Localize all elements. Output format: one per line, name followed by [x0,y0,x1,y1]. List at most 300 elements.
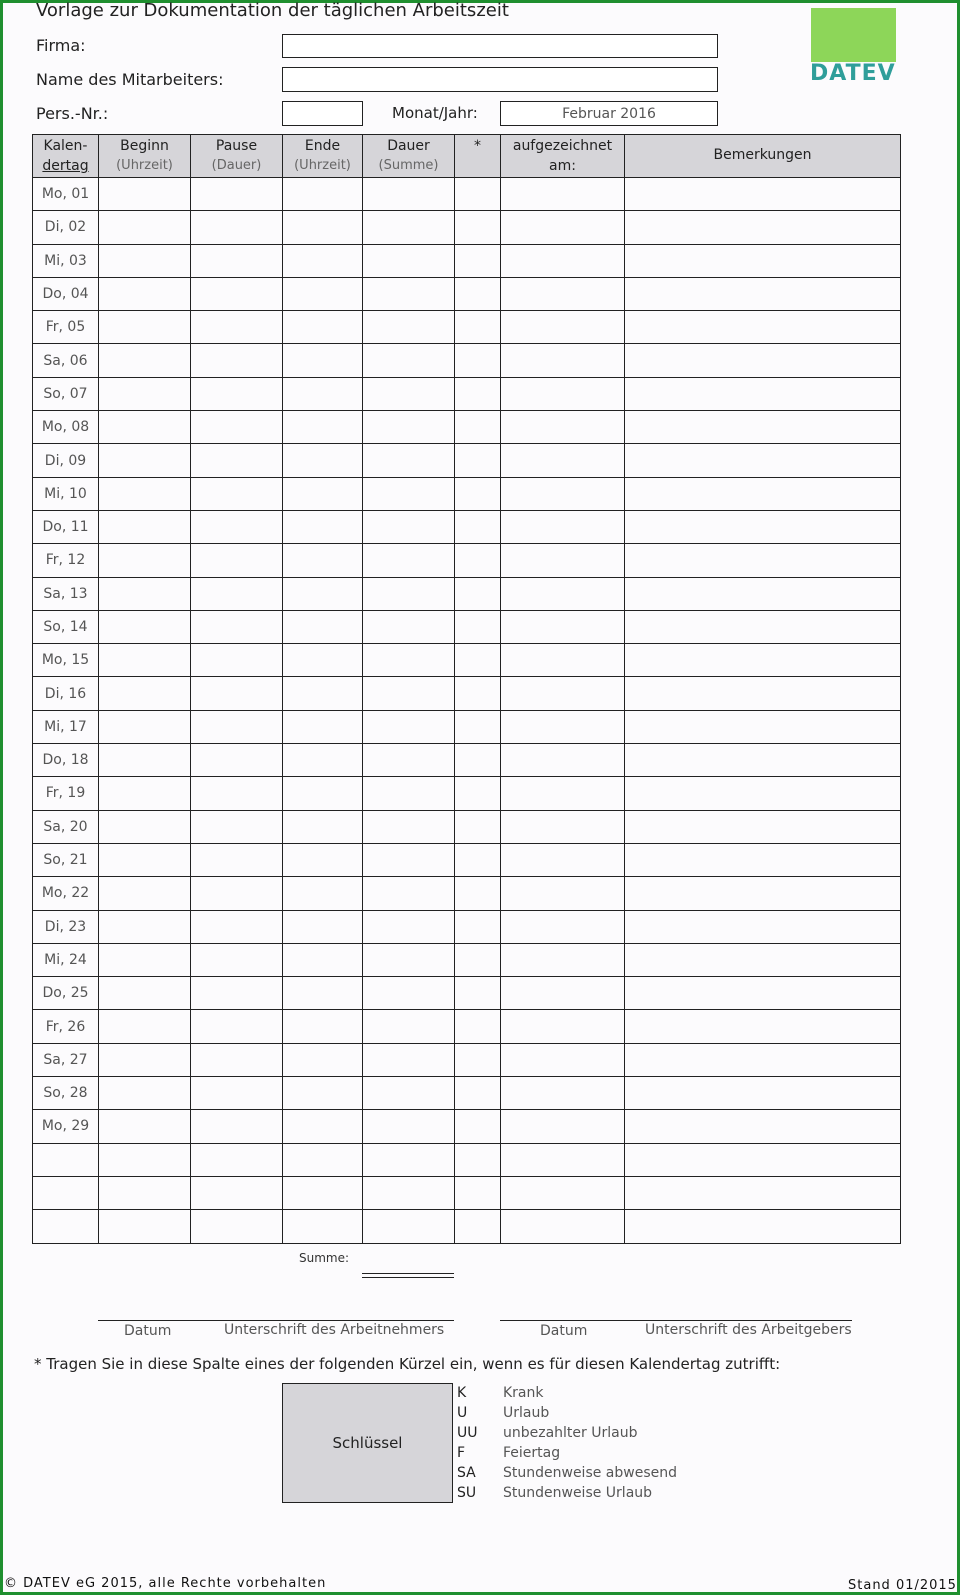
entry-cell[interactable] [363,677,455,710]
entry-cell[interactable] [625,1010,901,1043]
entry-cell[interactable] [99,1110,191,1143]
entry-cell[interactable] [99,1210,191,1243]
entry-cell[interactable] [191,1010,283,1043]
entry-cell[interactable] [283,644,363,677]
entry-cell[interactable] [455,843,501,876]
entry-cell[interactable] [191,644,283,677]
entry-cell[interactable] [99,810,191,843]
entry-cell[interactable] [283,877,363,910]
entry-cell[interactable] [283,311,363,344]
entry-cell[interactable] [283,377,363,410]
entry-cell[interactable] [99,178,191,211]
entry-cell[interactable] [501,178,625,211]
table-header-row [33,135,901,178]
entry-cell[interactable] [501,544,625,577]
key-item [457,1485,757,1505]
day-cell: Sa, 27 [33,1043,99,1076]
entry-cell[interactable] [99,277,191,310]
entry-cell[interactable] [283,610,363,643]
employee-signature-line[interactable] [98,1320,454,1321]
entry-cell[interactable] [99,777,191,810]
entry-cell[interactable] [191,677,283,710]
entry-cell[interactable] [363,377,455,410]
entry-cell[interactable] [625,1077,901,1110]
col-header-pause: Pause (Dauer) [191,135,283,178]
entry-cell[interactable] [501,577,625,610]
entry-cell[interactable] [501,677,625,710]
table-row [33,843,901,876]
entry-cell[interactable] [363,444,455,477]
key-code: SA [457,1465,476,1481]
table-row [33,777,901,810]
entry-cell[interactable] [501,610,625,643]
entry-cell[interactable] [191,777,283,810]
entry-cell[interactable] [501,744,625,777]
entry-cell[interactable] [99,411,191,444]
entry-cell[interactable] [501,644,625,677]
entry-cell[interactable] [455,810,501,843]
day-cell: Fr, 12 [33,544,99,577]
entry-cell[interactable] [283,943,363,976]
entry-cell[interactable] [455,411,501,444]
entry-cell[interactable] [625,710,901,743]
entry-cell[interactable] [99,744,191,777]
entry-cell[interactable] [283,677,363,710]
entry-cell[interactable] [191,977,283,1010]
entry-cell[interactable] [99,477,191,510]
entry-cell[interactable] [283,344,363,377]
table-row [33,277,901,310]
table-row [33,544,901,577]
entry-cell[interactable] [191,544,283,577]
entry-cell[interactable] [191,1110,283,1143]
entry-cell[interactable] [501,977,625,1010]
entry-cell[interactable] [501,510,625,543]
entry-cell[interactable] [283,810,363,843]
entry-cell[interactable] [501,943,625,976]
entry-cell[interactable] [99,377,191,410]
entry-cell[interactable] [455,777,501,810]
entry-cell[interactable] [283,744,363,777]
entry-cell[interactable] [363,977,455,1010]
name-field[interactable] [282,67,718,92]
entry-cell[interactable] [455,377,501,410]
entry-cell[interactable] [501,1077,625,1110]
entry-cell[interactable] [455,910,501,943]
monat-label: Monat/Jahr: [392,104,478,122]
entry-cell[interactable] [283,544,363,577]
day-cell [33,1210,99,1243]
entry-cell[interactable] [455,1110,501,1143]
entry-cell[interactable] [455,244,501,277]
entry-cell[interactable] [625,744,901,777]
table-row [33,1143,901,1176]
entry-cell[interactable] [191,744,283,777]
entry-cell[interactable] [99,1143,191,1176]
entry-cell[interactable] [99,311,191,344]
entry-cell[interactable] [501,910,625,943]
key-item [457,1405,757,1425]
entry-cell[interactable] [625,377,901,410]
entry-cell[interactable] [363,244,455,277]
entry-cell[interactable] [99,677,191,710]
entry-cell[interactable] [363,411,455,444]
entry-cell[interactable] [363,777,455,810]
entry-cell[interactable] [501,777,625,810]
entry-cell[interactable] [283,710,363,743]
entry-cell[interactable] [625,178,901,211]
day-cell: Mo, 01 [33,178,99,211]
entry-cell[interactable] [191,710,283,743]
entry-cell[interactable] [625,1176,901,1209]
day-cell: Mi, 03 [33,244,99,277]
entry-cell[interactable] [501,1010,625,1043]
entry-cell[interactable] [625,211,901,244]
entry-cell[interactable] [501,1110,625,1143]
entry-cell[interactable] [363,510,455,543]
entry-cell[interactable] [191,877,283,910]
entry-cell[interactable] [501,1176,625,1209]
entry-cell[interactable] [99,877,191,910]
entry-cell[interactable] [283,277,363,310]
entry-cell[interactable] [283,178,363,211]
entry-cell[interactable] [455,877,501,910]
entry-cell[interactable] [283,211,363,244]
col-header-aufgezeichnet: aufgezeichnet am: [501,135,625,178]
entry-cell[interactable] [625,843,901,876]
entry-cell[interactable] [625,1043,901,1076]
col-header-ende: Ende (Uhrzeit) [283,135,363,178]
footer-copyright: © DATEV eG 2015, alle Rechte vorbehalten [4,1576,327,1591]
entry-cell[interactable] [455,644,501,677]
day-cell: Do, 18 [33,744,99,777]
entry-cell[interactable] [99,1010,191,1043]
entry-cell[interactable] [191,610,283,643]
entry-cell[interactable] [455,943,501,976]
entry-cell[interactable] [501,477,625,510]
entry-cell[interactable] [363,1010,455,1043]
entry-cell[interactable] [625,1110,901,1143]
entry-cell[interactable] [501,1210,625,1243]
entry-cell[interactable] [191,477,283,510]
entry-cell[interactable] [283,1143,363,1176]
entry-cell[interactable] [191,211,283,244]
entry-cell[interactable] [363,1077,455,1110]
employer-signature-label: Unterschrift des Arbeitgebers [645,1322,852,1338]
entry-cell[interactable] [363,744,455,777]
entry-cell[interactable] [455,1176,501,1209]
entry-cell[interactable] [363,1110,455,1143]
employee-date-label: Datum [124,1323,172,1339]
entry-cell[interactable] [191,178,283,211]
entry-cell[interactable] [501,810,625,843]
key-description: Urlaub [503,1405,550,1421]
entry-cell[interactable] [99,1043,191,1076]
entry-cell[interactable] [625,810,901,843]
key-title: Schlüssel [332,1434,403,1452]
entry-cell[interactable] [191,377,283,410]
entry-cell[interactable] [283,1077,363,1110]
table-row [33,510,901,543]
entry-cell[interactable] [455,311,501,344]
table-row [33,910,901,943]
entry-cell[interactable] [501,1143,625,1176]
entry-cell[interactable] [625,510,901,543]
entry-cell[interactable] [455,211,501,244]
day-cell: So, 28 [33,1077,99,1110]
entry-cell[interactable] [625,910,901,943]
entry-cell[interactable] [455,1210,501,1243]
entry-cell[interactable] [455,178,501,211]
day-cell: Mo, 29 [33,1110,99,1143]
entry-cell[interactable] [501,710,625,743]
entry-cell[interactable] [455,444,501,477]
entry-cell[interactable] [455,1043,501,1076]
key-item [457,1445,757,1465]
day-cell: Fr, 26 [33,1010,99,1043]
entry-cell[interactable] [191,810,283,843]
entry-cell[interactable] [501,377,625,410]
entry-cell[interactable] [363,710,455,743]
entry-cell[interactable] [283,1176,363,1209]
entry-cell[interactable] [363,544,455,577]
entry-cell[interactable] [501,877,625,910]
entry-cell[interactable] [191,943,283,976]
entry-cell[interactable] [99,977,191,1010]
entry-cell[interactable] [455,544,501,577]
day-cell: So, 07 [33,377,99,410]
entry-cell[interactable] [363,178,455,211]
entry-cell[interactable] [363,1210,455,1243]
entry-cell[interactable] [455,610,501,643]
table-row [33,744,901,777]
entry-cell[interactable] [501,1043,625,1076]
table-row [33,377,901,410]
entry-cell[interactable] [455,277,501,310]
entry-cell[interactable] [625,244,901,277]
entry-cell[interactable] [363,943,455,976]
entry-cell[interactable] [363,477,455,510]
entry-cell[interactable] [363,211,455,244]
entry-cell[interactable] [625,277,901,310]
summe-double-underline [362,1277,454,1278]
entry-cell[interactable] [625,311,901,344]
entry-cell[interactable] [625,577,901,610]
entry-cell[interactable] [625,644,901,677]
table-row [33,244,901,277]
entry-cell[interactable] [283,777,363,810]
entry-cell[interactable] [625,877,901,910]
entry-cell[interactable] [625,477,901,510]
entry-cell[interactable] [191,1077,283,1110]
entry-cell[interactable] [625,677,901,710]
table-row [33,1176,901,1209]
persnr-field[interactable] [282,101,363,126]
entry-cell[interactable] [455,677,501,710]
entry-cell[interactable] [191,344,283,377]
table-row [33,577,901,610]
table-row [33,677,901,710]
day-cell: Mi, 10 [33,477,99,510]
entry-cell[interactable] [455,344,501,377]
table-row [33,644,901,677]
entry-cell[interactable] [363,344,455,377]
entry-cell[interactable] [455,477,501,510]
timesheet-table [32,134,901,1244]
entry-cell[interactable] [99,1077,191,1110]
table-row [33,1077,901,1110]
entry-cell[interactable] [625,444,901,477]
key-code: U [457,1405,468,1421]
entry-cell[interactable] [455,744,501,777]
entry-cell[interactable] [283,244,363,277]
entry-cell[interactable] [99,577,191,610]
datev-logo-mark [811,8,896,62]
entry-cell[interactable] [283,1110,363,1143]
entry-cell[interactable] [99,244,191,277]
entry-cell[interactable] [191,510,283,543]
summe-label: Summe: [299,1251,350,1265]
entry-cell[interactable] [283,843,363,876]
table-row [33,411,901,444]
entry-cell[interactable] [191,444,283,477]
entry-cell[interactable] [99,710,191,743]
name-label: Name des Mitarbeiters: [36,70,224,89]
entry-cell[interactable] [455,710,501,743]
entry-cell[interactable] [191,1210,283,1243]
entry-cell[interactable] [283,1210,363,1243]
entry-cell[interactable] [501,311,625,344]
entry-cell[interactable] [283,477,363,510]
entry-cell[interactable] [283,510,363,543]
entry-cell[interactable] [455,1010,501,1043]
entry-cell[interactable] [99,211,191,244]
entry-cell[interactable] [625,943,901,976]
day-cell: Sa, 06 [33,344,99,377]
entry-cell[interactable] [283,1010,363,1043]
key-code: UU [457,1425,478,1441]
entry-cell[interactable] [501,211,625,244]
entry-cell[interactable] [191,577,283,610]
datev-logo-text: DATEV [810,61,896,86]
key-description: unbezahlter Urlaub [503,1425,638,1441]
table-row [33,710,901,743]
table-row [33,444,901,477]
entry-cell[interactable] [501,344,625,377]
table-row [33,311,901,344]
entry-cell[interactable] [363,1176,455,1209]
entry-cell[interactable] [191,244,283,277]
entry-cell[interactable] [363,577,455,610]
day-cell [33,1143,99,1176]
entry-cell[interactable] [99,344,191,377]
entry-cell[interactable] [191,311,283,344]
table-row [33,943,901,976]
entry-cell[interactable] [283,577,363,610]
entry-cell[interactable] [625,610,901,643]
entry-cell[interactable] [191,1143,283,1176]
entry-cell[interactable] [191,910,283,943]
entry-cell[interactable] [283,411,363,444]
key-description: Stundenweise Urlaub [503,1485,653,1501]
entry-cell[interactable] [501,277,625,310]
entry-cell[interactable] [501,444,625,477]
entry-cell[interactable] [191,277,283,310]
entry-cell[interactable] [283,1043,363,1076]
entry-cell[interactable] [363,644,455,677]
employer-signature-line[interactable] [500,1320,852,1321]
employee-signature-label: Unterschrift des Arbeitnehmers [224,1322,445,1338]
entry-cell[interactable] [625,544,901,577]
entry-cell[interactable] [501,244,625,277]
entry-cell[interactable] [283,444,363,477]
table-row [33,178,901,211]
firma-label: Firma: [36,36,86,55]
entry-cell[interactable] [99,644,191,677]
table-row [33,610,901,643]
entry-cell[interactable] [191,1043,283,1076]
entry-cell[interactable] [501,411,625,444]
entry-cell[interactable] [191,1176,283,1209]
day-cell: Mi, 24 [33,943,99,976]
entry-cell[interactable] [99,544,191,577]
entry-cell[interactable] [99,910,191,943]
entry-cell[interactable] [455,577,501,610]
table-row [33,977,901,1010]
entry-cell[interactable] [455,1143,501,1176]
entry-cell[interactable] [625,1143,901,1176]
entry-cell[interactable] [99,444,191,477]
entry-cell[interactable] [455,977,501,1010]
day-cell: Di, 16 [33,677,99,710]
entry-cell[interactable] [99,510,191,543]
entry-cell[interactable] [99,843,191,876]
key-description: Feiertag [503,1445,561,1461]
entry-cell[interactable] [363,311,455,344]
entry-cell[interactable] [283,977,363,1010]
key-code: SU [457,1485,477,1501]
day-cell: So, 14 [33,610,99,643]
entry-cell[interactable] [191,843,283,876]
table-row [33,877,901,910]
entry-cell[interactable] [625,777,901,810]
entry-cell[interactable] [99,1176,191,1209]
monat-field[interactable]: Februar 2016 [500,101,718,126]
entry-cell[interactable] [283,910,363,943]
firma-field[interactable] [282,34,718,58]
entry-cell[interactable] [191,411,283,444]
entry-cell[interactable] [99,610,191,643]
entry-cell[interactable] [363,277,455,310]
entry-cell[interactable] [363,610,455,643]
entry-cell[interactable] [455,510,501,543]
entry-cell[interactable] [501,843,625,876]
entry-cell[interactable] [363,810,455,843]
key-item [457,1425,757,1445]
entry-cell[interactable] [625,411,901,444]
entry-cell[interactable] [363,1043,455,1076]
entry-cell[interactable] [363,877,455,910]
entry-cell[interactable] [363,843,455,876]
entry-cell[interactable] [363,1143,455,1176]
entry-cell[interactable] [625,344,901,377]
entry-cell[interactable] [99,943,191,976]
entry-cell[interactable] [625,1210,901,1243]
entry-cell[interactable] [455,1077,501,1110]
key-code: F [457,1445,466,1461]
entry-cell[interactable] [625,977,901,1010]
entry-cell[interactable] [363,910,455,943]
